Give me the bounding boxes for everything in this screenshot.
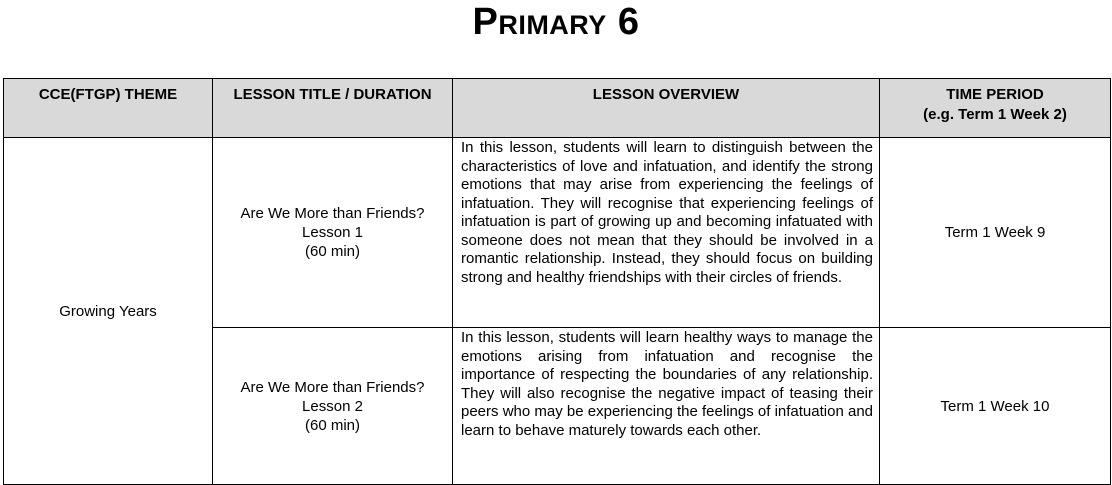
lesson-overview-cell [453, 138, 880, 328]
lesson-title: Are We More than Friends? [240, 378, 425, 396]
header-time-period-label: TIME PERIOD [946, 86, 1044, 103]
lesson-title-cell [213, 138, 453, 328]
table-row [4, 138, 1111, 328]
lesson-overview-cell [453, 328, 880, 485]
header-time-period [880, 79, 1111, 138]
lesson-title: Are We More than Friends? [240, 205, 425, 222]
header-row [4, 79, 1111, 138]
header-time-period-example: (e.g. Term 1 Week 2) [923, 106, 1067, 123]
page-title: Primary 6 [472, 1, 640, 43]
time-period-cell: Term 1 Week 9 [880, 138, 1111, 328]
lesson-number: Lesson 2 [302, 397, 363, 415]
header-overview: LESSON OVERVIEW [453, 79, 880, 138]
lesson-overview-text: In this lesson, students will learn to distinguish between the characteristics of love and infatuation, and identify the strong emotions that may arise from experiencing the feelings of infatuation. They will recognise that experiencing feelings of infatuation is part of growing up and becoming infatuated with someone does not mean that they should be involved in a romantic relationship. Instead, they should focus on building strong and healthy friendships with their circles of friends. [461, 139, 873, 286]
theme-cell: Growing Years [4, 138, 213, 485]
lesson-duration: (60 min) [304, 243, 360, 260]
lesson-overview-text: In this lesson, students will learn healthy ways to manage the emotions arising from infatuation and recognise the importance of respecting the boundaries of any relationship. They will also recognise the negative impact of teasing their peers who may be experiencing the feelings of infatuation and learn to behave maturely towards each other. [461, 329, 873, 439]
lesson-duration: (60 min) [304, 416, 360, 434]
lesson-number: Lesson 1 [302, 224, 363, 241]
lesson-table [3, 78, 1111, 485]
header-lesson-title: LESSON TITLE / DURATION [213, 79, 453, 138]
time-period-cell: Term 1 Week 10 [880, 328, 1111, 485]
lesson-title-cell [213, 328, 453, 485]
header-theme: CCE(FTGP) THEME [4, 79, 213, 138]
